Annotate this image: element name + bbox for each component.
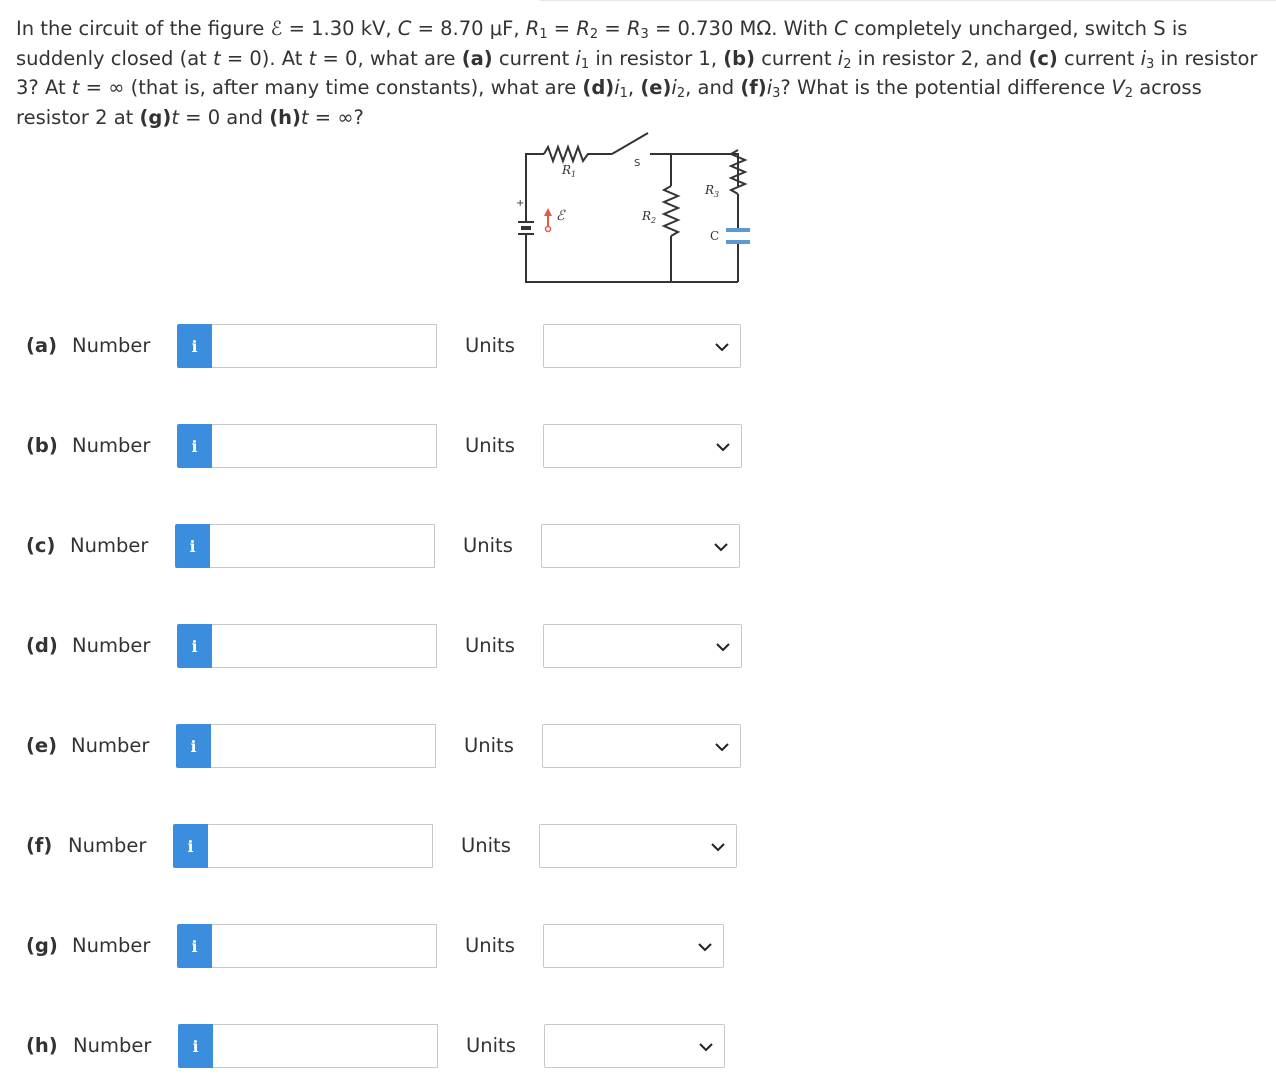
units-label: Units	[466, 1034, 516, 1057]
info-icon[interactable]: i	[173, 824, 208, 868]
number-input[interactable]	[212, 624, 437, 668]
label-switch: S	[634, 158, 641, 169]
label-r3: $R_3$	[705, 183, 720, 199]
chevron-down-icon	[710, 839, 726, 855]
units-dropdown[interactable]	[543, 624, 742, 668]
number-input[interactable]	[212, 924, 437, 968]
answer-row	[0, 1024, 800, 1068]
number-input[interactable]	[212, 324, 437, 368]
number-label: Number	[72, 434, 151, 457]
units-dropdown[interactable]	[543, 924, 724, 968]
info-icon[interactable]: i	[177, 424, 212, 468]
part-label: (b)	[26, 434, 58, 457]
number-input[interactable]	[212, 424, 437, 468]
answer-row	[0, 324, 800, 368]
info-icon[interactable]: i	[177, 924, 212, 968]
answer-row	[0, 624, 800, 668]
answer-row	[0, 524, 800, 568]
answer-row	[0, 424, 800, 468]
info-icon[interactable]: i	[177, 624, 212, 668]
info-icon[interactable]: i	[177, 324, 212, 368]
chevron-down-icon	[715, 639, 731, 655]
number-input[interactable]	[213, 1024, 438, 1068]
answer-row	[0, 724, 800, 768]
units-dropdown[interactable]	[539, 824, 737, 868]
part-label: (f)	[26, 834, 53, 857]
units-label: Units	[463, 534, 513, 557]
number-label: Number	[72, 634, 151, 657]
units-dropdown[interactable]	[543, 424, 742, 468]
number-input[interactable]	[211, 724, 436, 768]
question-text: In the circuit of the figure ℰ = 1.30 kV, C = 8.70 μF, $R_1 = R_2 = R_3 = 0.730$ MΩ. With C completely uncharged, switch S is suddenly closed (at t = 0). At t = 0, what are (a) current $i_1$ in resistor 1, (b) current $i_2$ in resistor 2, and (c) current $i_3$ in resistor 3? At t = ∞ (that is, after many time constants), what are $(d)i_1$, $(e)i_2$, and $(f)i_3$? What is the potential difference $V_2$ across resistor 2 at (g)t = 0 and (h)t = ∞?	[16, 17, 1258, 129]
chevron-down-icon	[697, 939, 713, 955]
part-label: (h)	[26, 1034, 58, 1057]
units-label: Units	[465, 934, 515, 957]
label-emf: ℰ	[556, 208, 565, 224]
units-label: Units	[465, 434, 515, 457]
part-label: (e)	[26, 734, 58, 757]
label-r1: $R_1$	[562, 163, 577, 179]
info-icon[interactable]: i	[178, 1024, 213, 1068]
chevron-down-icon	[714, 339, 730, 355]
units-label: Units	[461, 834, 511, 857]
number-input[interactable]	[210, 524, 435, 568]
units-label: Units	[464, 734, 514, 757]
circuit-figure	[500, 126, 760, 296]
answer-row	[0, 824, 800, 868]
units-dropdown[interactable]	[543, 324, 741, 368]
label-plus: +	[516, 198, 525, 209]
info-icon[interactable]: i	[175, 524, 210, 568]
part-label: (d)	[26, 634, 58, 657]
units-dropdown[interactable]	[544, 1024, 725, 1068]
label-r2: $R_2$	[642, 209, 657, 225]
part-label: (c)	[26, 534, 56, 557]
part-label: (g)	[26, 934, 58, 957]
number-label: Number	[72, 934, 151, 957]
units-dropdown[interactable]	[542, 724, 741, 768]
chevron-down-icon	[713, 539, 729, 555]
units-label: Units	[465, 334, 515, 357]
part-label: (a)	[26, 334, 57, 357]
chevron-down-icon	[715, 439, 731, 455]
number-label: Number	[73, 1034, 152, 1057]
label-capacitor: C	[710, 229, 720, 243]
number-label: Number	[71, 734, 150, 757]
number-label: Number	[68, 834, 147, 857]
chevron-down-icon	[698, 1039, 714, 1055]
answer-row	[0, 924, 800, 968]
units-dropdown[interactable]	[541, 524, 740, 568]
number-input[interactable]	[208, 824, 433, 868]
number-label: Number	[70, 534, 149, 557]
number-label: Number	[72, 334, 151, 357]
chevron-down-icon	[714, 739, 730, 755]
info-icon[interactable]: i	[176, 724, 211, 768]
units-label: Units	[465, 634, 515, 657]
top-divider	[540, 0, 1276, 1]
